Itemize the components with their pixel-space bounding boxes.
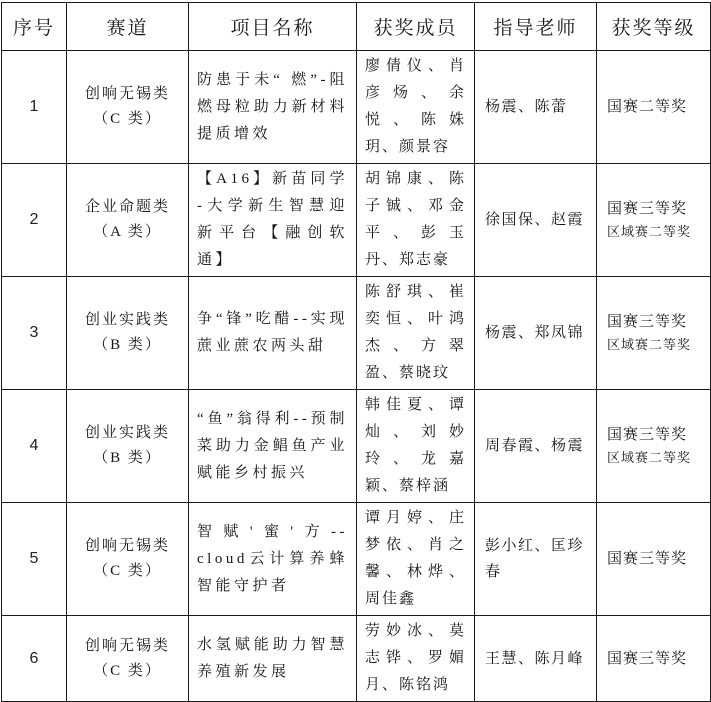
table-row — [2, 164, 711, 277]
cell-project: 【A16】新苗同学 -大学新生智慧迎新平台【融创软通】 — [189, 164, 357, 277]
cell-no: 1 — [2, 51, 67, 164]
cell-teachers: 杨震、郑凤锦 — [475, 277, 597, 390]
track-line2: （C 类） — [93, 111, 162, 127]
cell-project: 争“锋”吃醋--实现蔗业蔗农两头甜 — [189, 277, 357, 390]
cell-members: 劳妙冰、莫志铧、罗媚月、陈铭鸿 — [357, 616, 475, 702]
cell-track — [67, 503, 189, 616]
grade-line1: 国赛三等奖 — [607, 650, 688, 667]
grade-line2: 区域赛二等奖 — [607, 450, 692, 465]
track-line2: （C 类） — [93, 563, 162, 579]
cell-track — [67, 390, 189, 503]
header-teachers: 指导老师 — [475, 3, 597, 51]
cell-track — [67, 277, 189, 390]
track-line1: 创业实践类 — [84, 312, 170, 328]
table-row — [2, 51, 711, 164]
track-line1: 创响无锡类 — [84, 637, 170, 654]
cell-no: 3 — [2, 277, 67, 390]
track-line2: （C 类） — [93, 662, 162, 679]
cell-members: 胡锦康、陈子铖、邓金平、彭玉丹、郑志豪 — [357, 164, 475, 277]
cell-grade — [597, 503, 711, 616]
track-line2: （B 类） — [93, 450, 162, 466]
table-row — [2, 390, 711, 503]
track-line2: （A 类） — [93, 224, 162, 240]
table-row — [2, 277, 711, 390]
cell-grade — [597, 164, 711, 277]
cell-grade — [597, 277, 711, 390]
grade-line2: 区域赛二等奖 — [607, 337, 692, 352]
track-line1: 创响无锡类 — [84, 86, 170, 102]
track-line1: 创响无锡类 — [84, 538, 170, 554]
header-track: 赛道 — [67, 3, 189, 51]
cell-grade — [597, 390, 711, 503]
award-results-table — [1, 2, 711, 702]
cell-track — [67, 616, 189, 702]
header-members: 获奖成员 — [357, 3, 475, 51]
grade-line1: 国赛三等奖 — [607, 201, 688, 217]
cell-project: 水氢赋能助力智慧养殖新发展 — [189, 616, 357, 702]
cell-members: 陈舒琪、崔奕恒、叶鸿杰、方翠盈、蔡晓玟 — [357, 277, 475, 390]
track-line1: 创业实践类 — [84, 425, 170, 441]
cell-teachers: 徐国保、赵霞 — [475, 164, 597, 277]
grade-line1: 国赛三等奖 — [607, 427, 688, 443]
grade-line1: 国赛三等奖 — [607, 551, 688, 567]
header-no: 序号 — [2, 3, 67, 51]
cell-no: 6 — [2, 616, 67, 702]
table-row — [2, 616, 711, 702]
cell-teachers: 周春霞、杨震 — [475, 390, 597, 503]
table-header-row — [2, 3, 711, 51]
cell-track — [67, 51, 189, 164]
cell-teachers: 彭小红、匡珍春 — [475, 503, 597, 616]
cell-no: 2 — [2, 164, 67, 277]
cell-no: 5 — [2, 503, 67, 616]
cell-project: “鱼”翁得利--预制菜助力金鲳鱼产业赋能乡村振兴 — [189, 390, 357, 503]
track-line2: （B 类） — [93, 337, 162, 353]
cell-no: 4 — [2, 390, 67, 503]
cell-track — [67, 164, 189, 277]
grade-line1: 国赛二等奖 — [607, 99, 688, 115]
cell-project: 防患于未“ 燃”-阻燃母粒助力新材料提质增效 — [189, 51, 357, 164]
cell-teachers: 王慧、陈月峰 — [475, 616, 597, 702]
cell-project: 智赋'蜜'方--cloud云计算养蜂智能守护者 — [189, 503, 357, 616]
track-line1: 企业命题类 — [84, 199, 170, 215]
grade-line2: 区域赛二等奖 — [607, 224, 692, 239]
table-row — [2, 503, 711, 616]
cell-grade — [597, 51, 711, 164]
header-project-name: 项目名称 — [189, 3, 357, 51]
grade-line1: 国赛三等奖 — [607, 314, 688, 330]
cell-grade — [597, 616, 711, 702]
document-page — [0, 2, 711, 693]
cell-members: 谭月婷、庄梦依、肖之馨、林烨、周佳鑫 — [357, 503, 475, 616]
cell-members: 廖倩仪、肖彦炀、余悦、陈姝玥、颜景容 — [357, 51, 475, 164]
header-grade: 获奖等级 — [597, 3, 711, 51]
cell-teachers: 杨震、陈蕾 — [475, 51, 597, 164]
cell-members: 韩佳夏、谭灿、刘妙玲、龙嘉颖、蔡梓涵 — [357, 390, 475, 503]
